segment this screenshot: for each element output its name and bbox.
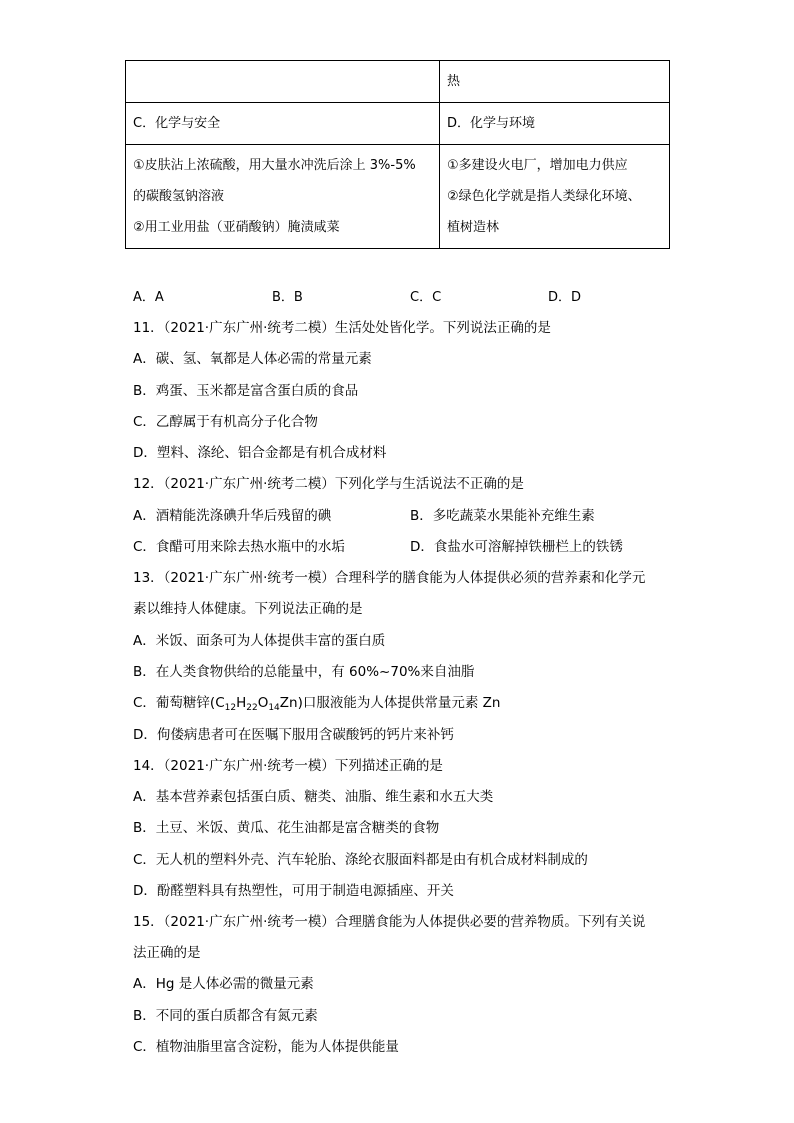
formula-text: C．葡萄糖锌(C [133,695,225,711]
q13-option-b: B．在人类食物供给的总能量中，有 60%~70%来自油脂 [133,664,475,680]
table-cell: D．化学与环境 [440,103,670,145]
subscript: 14 [268,703,280,713]
q11-option-a: A．碳、氢、氧都是人体必需的常量元素 [133,351,372,367]
subscript: 12 [224,703,237,713]
table-cell [126,61,440,103]
question-12-stem: 12．（2021·广东广州·统考二模）下列化学与生活说法不正确的是 [133,476,524,492]
q14-option-d: D．酚醛塑料具有热塑性，可用于制造电源插座、开关 [133,883,454,899]
q11-option-d: D．塑料、涤纶、铝合金都是有机合成材料 [133,445,387,461]
q15-option-a: A．Hg 是人体必需的微量元素 [133,976,314,992]
formula-text: H [236,695,247,711]
q13-option-d: D．佝偻病患者可在医嘱下服用含碳酸钙的钙片来补钙 [133,727,454,743]
q13-option-c [133,693,500,718]
q10-answer-options [133,288,693,308]
q11-option-c: C．乙醇属于有机高分子化合物 [133,414,318,430]
cell-line: 的碳酸氢钠溶液 [133,189,225,204]
q12-option-b: B．多吃蔬菜水果能补充维生素 [410,508,595,524]
answer-option-d: D．D [548,290,582,305]
q14-option-b: B．土豆、米饭、黄瓜、花生油都是富含糖类的食物 [133,820,440,836]
table-row [126,103,670,145]
formula-text: Zn)口服液能为人体提供常量元素 Zn [279,695,501,711]
q15-option-b: B．不同的蛋白质都含有氮元素 [133,1008,318,1024]
subscript: 22 [246,703,258,713]
question-13-stem-cont: 素以维持人体健康。下列说法正确的是 [133,601,363,617]
table-cell: C．化学与安全 [126,103,440,145]
table-row [126,61,670,103]
q14-option-c: C．无人机的塑料外壳、汽车轮胎、涤纶衣服面料都是由有机合成材料制成的 [133,852,588,868]
q15-option-c: C．植物油脂里富含淀粉，能为人体提供能量 [133,1039,399,1055]
q12-option-c: C．食醋可用来除去热水瓶中的水垢 [133,539,345,555]
cell-line: ①多建设火电厂，增加电力供应 [447,158,628,173]
table-cell [440,145,670,249]
question-14-stem: 14．（2021·广东广州·统考一模）下列描述正确的是 [133,758,443,774]
answer-option-c: C．C [410,290,442,305]
answer-option-a: A．A [133,290,164,305]
q12-option-a: A．酒精能洗涤碘升华后残留的碘 [133,508,332,524]
table-cell: 热 [440,61,670,103]
q14-option-a: A．基本营养素包括蛋白质、糖类、油脂、维生素和水五大类 [133,789,494,805]
cell-line: 植树造林 [447,220,500,235]
question-13-stem: 13．（2021·广东广州·统考一模）合理科学的膳食能为人体提供必须的营养素和化学元 [133,570,646,586]
question-11-stem: 11．（2021·广东广州·统考二模）生活处处皆化学。下列说法正确的是 [133,320,551,336]
table-row [126,145,670,249]
answer-option-b: B．B [272,290,303,305]
table-cell [126,145,440,249]
cell-line: ①皮肤沾上浓硫酸，用大量水冲洗后涂上 3%-5% [133,158,416,173]
question-15-stem-cont: 法正确的是 [133,945,201,961]
cell-line: ②用工业用盐（亚硝酸钠）腌渍咸菜 [133,220,340,235]
q11-option-b: B．鸡蛋、玉米都是富含蛋白质的食品 [133,383,359,399]
q12-option-d: D．食盐水可溶解掉铁栅栏上的铁锈 [410,539,623,555]
formula-text: O [257,695,269,711]
options-table [125,60,670,249]
cell-line: ②绿色化学就是指人类绿化环境、 [447,189,641,204]
question-15-stem: 15．（2021·广东广州·统考一模）合理膳食能为人体提供必要的营养物质。下列有关说 [133,914,646,930]
q13-option-a: A．米饭、面条可为人体提供丰富的蛋白质 [133,633,386,649]
